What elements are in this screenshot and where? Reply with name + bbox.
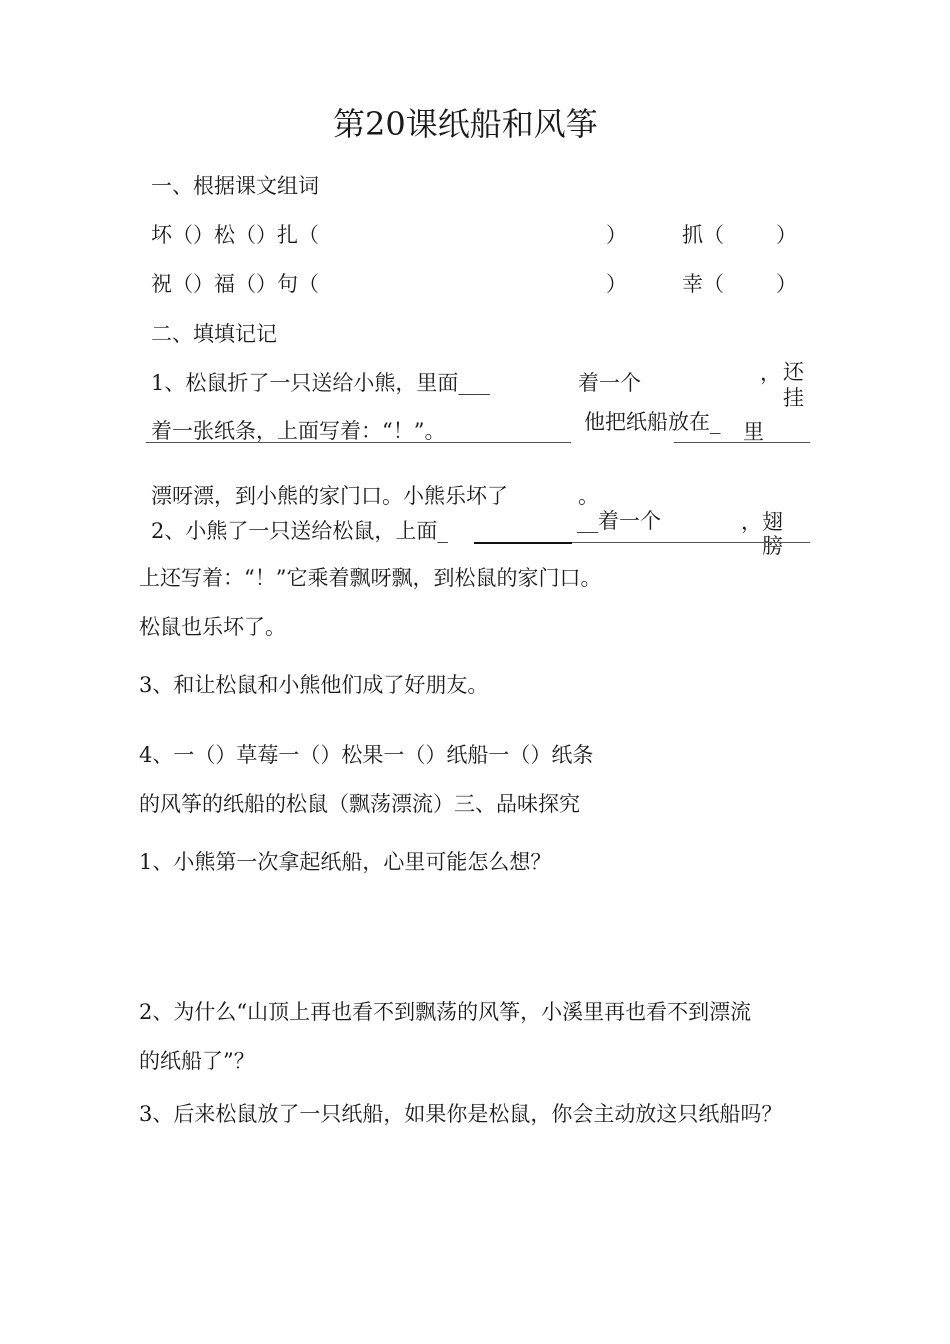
q1-period: 。 [578,484,599,508]
section2-heading: 二、填填记记 [151,322,277,346]
q1-comma: ， [760,361,781,385]
page-title: 第20课纸船和风筝 [333,105,598,143]
q1-underline-right [674,442,810,443]
row1-words: 坏（）松（）扎（ [151,223,319,247]
q3-text: 3、和让松鼠和小熊他们成了好朋友。 [139,673,489,697]
s3-q3: 3、后来松鼠放了一只纸船，如果你是松鼠，你会主动放这只纸船吗？ [139,1102,783,1126]
q1-hai: 还 [783,360,804,384]
s3-q1: 1、小熊第一次拿起纸船，心里可能怎么想？ [139,850,552,874]
row2-xing-close: ） [776,272,797,296]
q2-text-f: 松鼠也乐坏了。 [139,615,286,639]
row2-words: 祝（）福（）句（ [151,272,319,296]
row2-xing: 幸（ [682,272,724,296]
s3-q2-a: 2、为什么“山顶上再也看不到飘荡的风筝，小溪里再也看不到漂流 [139,1000,752,1024]
q2-text-a: 2、小熊了一只送给松鼠，上面_ [151,519,448,543]
q1-li: 里 [743,420,764,444]
q4-text-b: 的风筝的纸船的松鼠（飘荡漂流）三、品味探究 [139,792,580,816]
q1-text-a: 1、松鼠折了一只送给小熊，里面___ [151,371,490,395]
q2-text-e: 上还写着：“！”它乘着飘呀飘，到松鼠的家门口。 [139,566,602,590]
q1-gua: 挂 [783,386,804,410]
row1-zhua: 抓（ [682,223,724,247]
q2-comma-chi: ，翅 [741,510,783,534]
q2-blank-right [572,542,810,543]
q1-text-g: 他把纸船放在_ [584,410,721,434]
q1-text-i: 漂呀漂，到小熊的家门口。小熊乐坏了 [151,484,508,508]
q1-text-b: 着一个 [578,371,641,395]
q2-blank-left [474,542,572,544]
q4-text-a: 4、一（）草莓一（）松果一（）纸船一（）纸条 [139,743,594,767]
row2-close-paren: ） [606,272,627,296]
q1-text-f: 着一张纸条，上面写着：“！”。 [151,419,446,443]
row1-close-paren: ） [606,223,627,247]
s3-q2-b: 的纸船了”？ [139,1049,255,1073]
q2-bang: 膀 [762,534,783,558]
section1-heading: 一、根据课文组词 [151,174,319,198]
q1-underline-left [146,442,571,443]
q2-text-b: __着一个 [577,509,661,533]
row1-zhua-close: ） [776,223,797,247]
